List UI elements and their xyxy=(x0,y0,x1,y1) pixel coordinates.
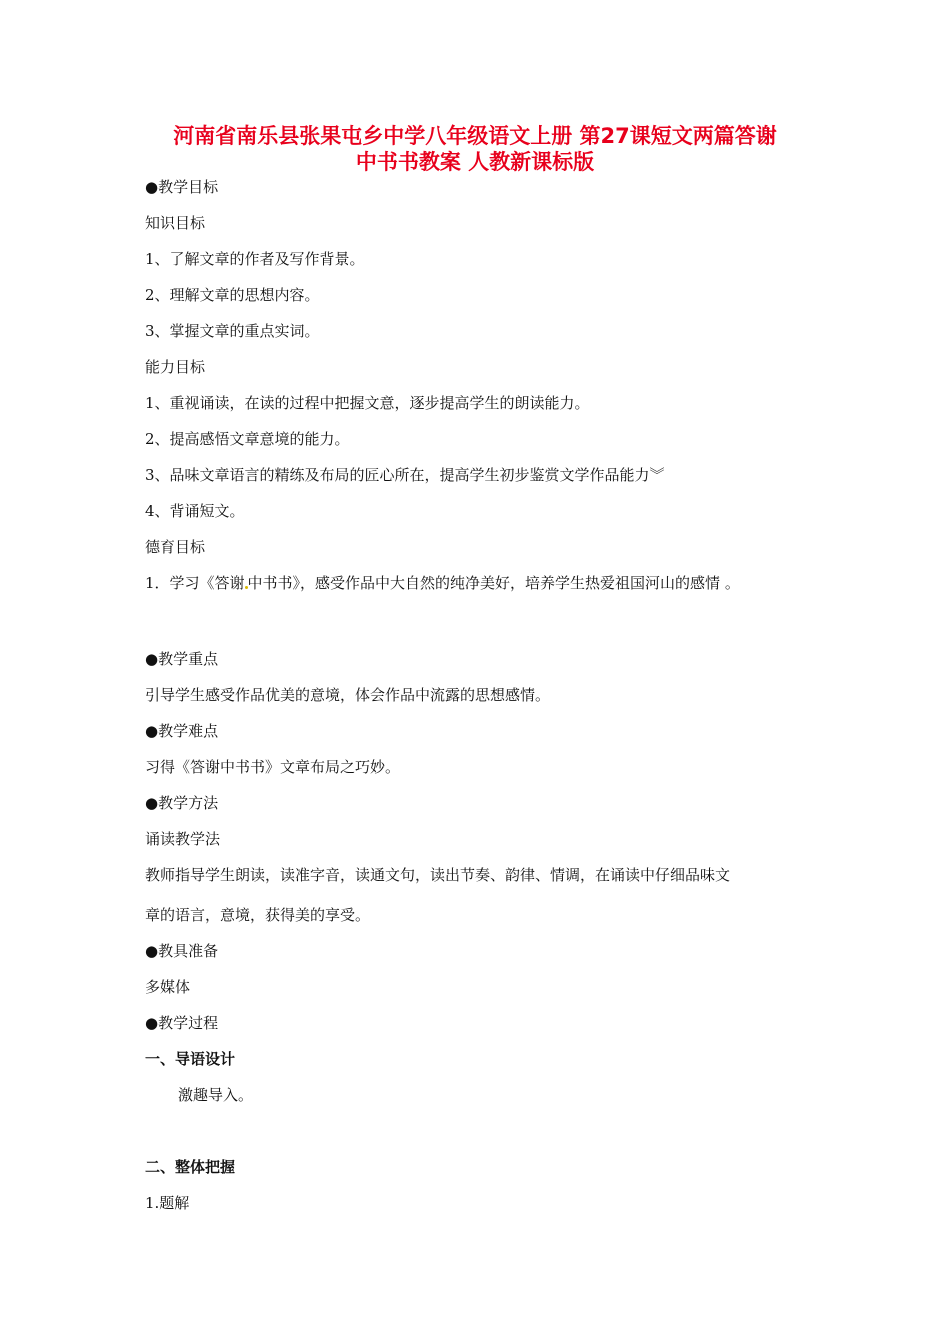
ability-item-2: 2、提高感悟文章意境的能力。 xyxy=(145,430,350,448)
knowledge-item-2: 2、理解文章的思想内容。 xyxy=(145,286,320,304)
subheading-ability-goals: 能力目标 xyxy=(145,358,206,376)
teaching-method-name: 诵读教学法 xyxy=(145,830,221,848)
heading-teaching-process: ●教学过程 xyxy=(145,1014,219,1032)
subheading-moral-goals: 德育目标 xyxy=(145,538,206,556)
teaching-difficulty-text: 习得《答谢中书书》文章布局之巧妙。 xyxy=(145,758,401,776)
knowledge-item-1: 1、了解文章的作者及写作背景。 xyxy=(145,250,365,268)
teaching-focus-text: 引导学生感受作品优美的意境，体会作品中流露的思想感情。 xyxy=(145,686,551,704)
heading-teaching-goals: ●教学目标 xyxy=(145,178,219,196)
section-1-text: 激趣导入。 xyxy=(178,1086,254,1104)
section-2-title: 二、整体把握 xyxy=(145,1158,236,1176)
teaching-method-text-line-2: 章的语言，意境，获得美的享受。 xyxy=(145,906,371,924)
knowledge-item-3: 3、掌握文章的重点实词。 xyxy=(145,322,320,340)
heading-teaching-focus: ●教学重点 xyxy=(145,650,219,668)
heading-teaching-difficulty: ●教学难点 xyxy=(145,722,219,740)
document-title-line-1: 河南省南乐县张果屯乡中学八年级语文上册 第27课短文两篇答谢 xyxy=(173,124,777,148)
moral-item-1 xyxy=(145,573,740,593)
heading-teaching-method: ●教学方法 xyxy=(145,794,219,812)
section-1-title: 一、导语设计 xyxy=(145,1050,236,1068)
moral-item-1-part-a: 1．学习《答谢 xyxy=(145,574,245,592)
teaching-method-text-line-1: 教师指导学生朗读，读准字音，读通文句，读出节奏、韵律、情调，在诵读中仔细品味文 xyxy=(145,866,731,884)
ability-item-1: 1、重视诵读，在读的过程中把握文意，逐步提高学生的朗读能力。 xyxy=(145,394,590,412)
section-2-item-1: 1.题解 xyxy=(145,1194,190,1212)
subheading-knowledge-goals: 知识目标 xyxy=(145,214,206,232)
ability-item-3: 3、品味文章语言的精练及布局的匠心所在，提高学生初步鉴赏文学作品能力︾ xyxy=(145,466,665,484)
ability-item-4: 4、背诵短文。 xyxy=(145,502,245,520)
moral-item-1-part-b: 中书书》，感受作品中大自然的纯净美好，培养学生热爱祖国河山的感情 。 xyxy=(247,574,740,592)
document-title-line-2: 中书书教案 人教新课标版 xyxy=(355,150,595,174)
teaching-tools-text: 多媒体 xyxy=(145,978,191,996)
heading-teaching-tools: ●教具准备 xyxy=(145,942,219,960)
